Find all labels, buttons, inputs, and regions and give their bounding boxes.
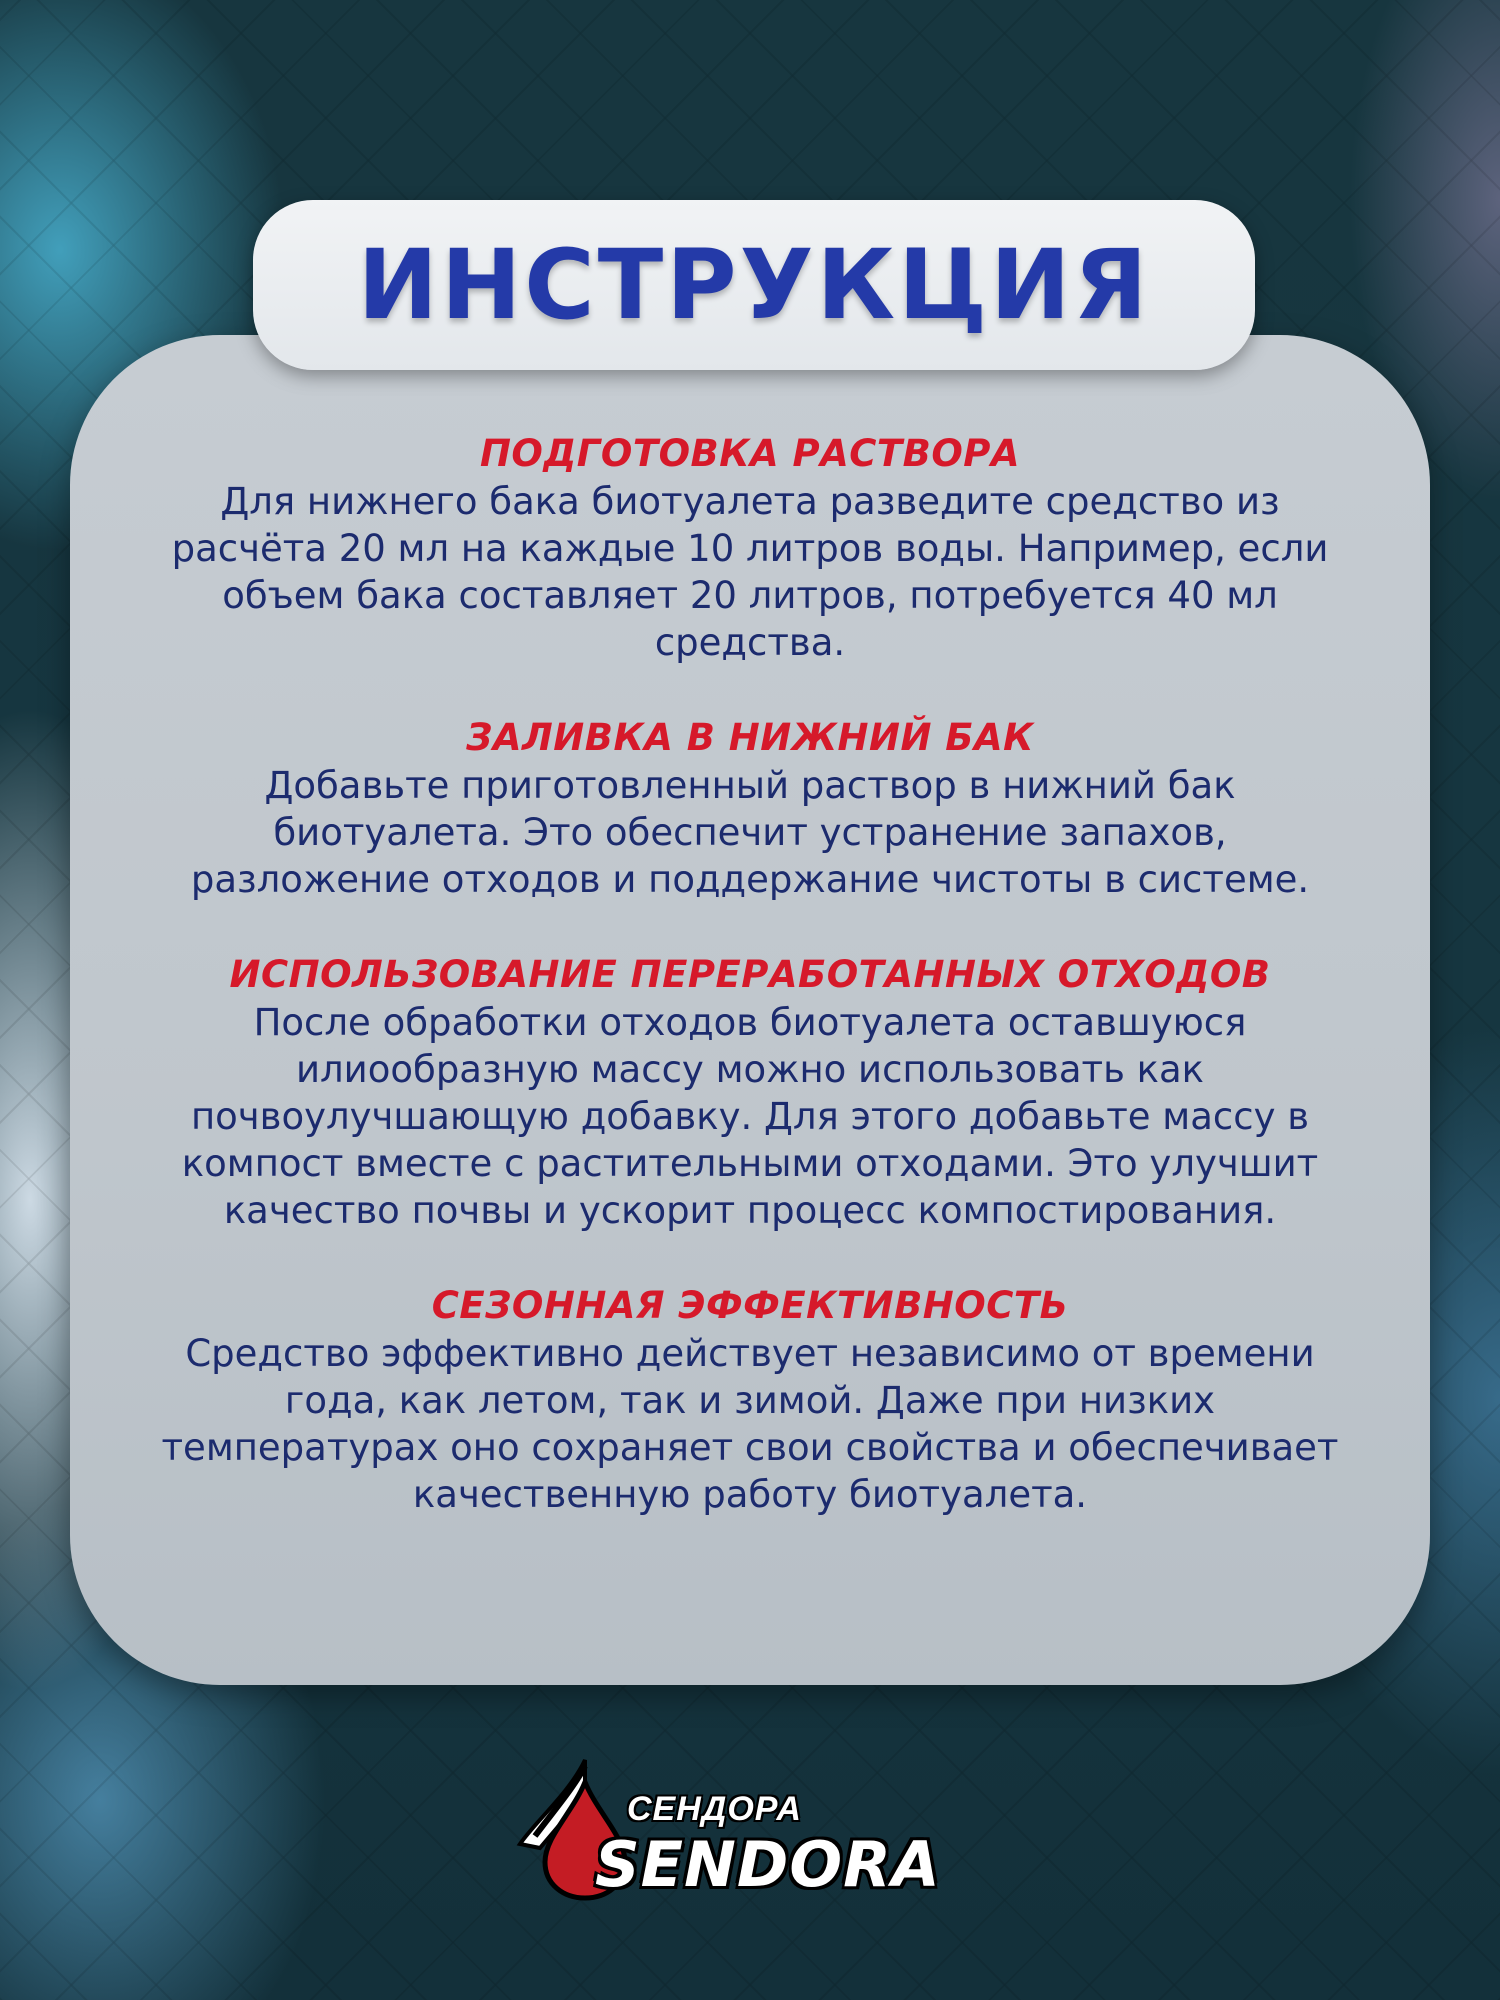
section-line: качество почвы и ускорит процесс компостирования.	[223, 1189, 1277, 1232]
section-line: качественную работу биотуалета.	[412, 1473, 1088, 1516]
instruction-content	[100, 430, 1400, 1566]
section-line: года, как летом, так и зимой. Даже при низких	[284, 1379, 1216, 1422]
title-banner	[253, 200, 1255, 370]
sendora-logo	[515, 1752, 985, 1902]
section-line: Средство эффективно действует независимо от времени	[185, 1332, 1315, 1375]
section-line: биотуалета. Это обеспечит устранение запахов,	[273, 811, 1227, 854]
section-line: средства.	[654, 621, 846, 664]
section-heading: ИСПОЛЬЗОВАНИЕ ПЕРЕРАБОТАННЫХ ОТХОДОВ	[229, 953, 1271, 996]
section-line: расчёта 20 мл на каждые 10 литров воды. Например, если	[171, 527, 1329, 570]
section-line: температурах оно сохраняет свои свойства и обеспечивает	[161, 1426, 1339, 1469]
section-seasonal	[100, 1282, 1400, 1518]
section-heading: СЕЗОННАЯ ЭФФЕКТИВНОСТЬ	[431, 1284, 1069, 1327]
section-waste-usage	[100, 951, 1400, 1234]
section-heading: ЗАЛИВКА В НИЖНИЙ БАК	[466, 716, 1034, 759]
section-line: почвоулучшающую добавку. Для этого добавьте массу в	[190, 1095, 1310, 1138]
section-line: разложение отходов и поддержание чистоты в системе.	[190, 858, 1310, 901]
section-line: компост вместе с растительными отходами. Это улучшит	[181, 1142, 1319, 1185]
section-line: После обработки отходов биотуалета оставшуюся	[253, 1001, 1247, 1044]
section-line: Для нижнего бака биотуалета разведите средство из	[220, 480, 1280, 523]
section-filling-tank	[100, 714, 1400, 903]
section-line: Добавьте приготовленный раствор в нижний бак	[264, 764, 1236, 807]
page-title: ИНСТРУКЦИЯ	[357, 229, 1151, 341]
section-line: илиообразную массу можно использовать как	[295, 1048, 1205, 1091]
logo-text-ru: СЕНДОРА	[627, 1790, 802, 1828]
logo-text-en: SENDORA	[595, 1828, 941, 1901]
section-solution-prep	[100, 430, 1400, 666]
section-line: объем бака составляет 20 литров, потребуется 40 мл	[222, 574, 1278, 617]
section-heading: ПОДГОТОВКА РАСТВОРА	[479, 432, 1021, 475]
